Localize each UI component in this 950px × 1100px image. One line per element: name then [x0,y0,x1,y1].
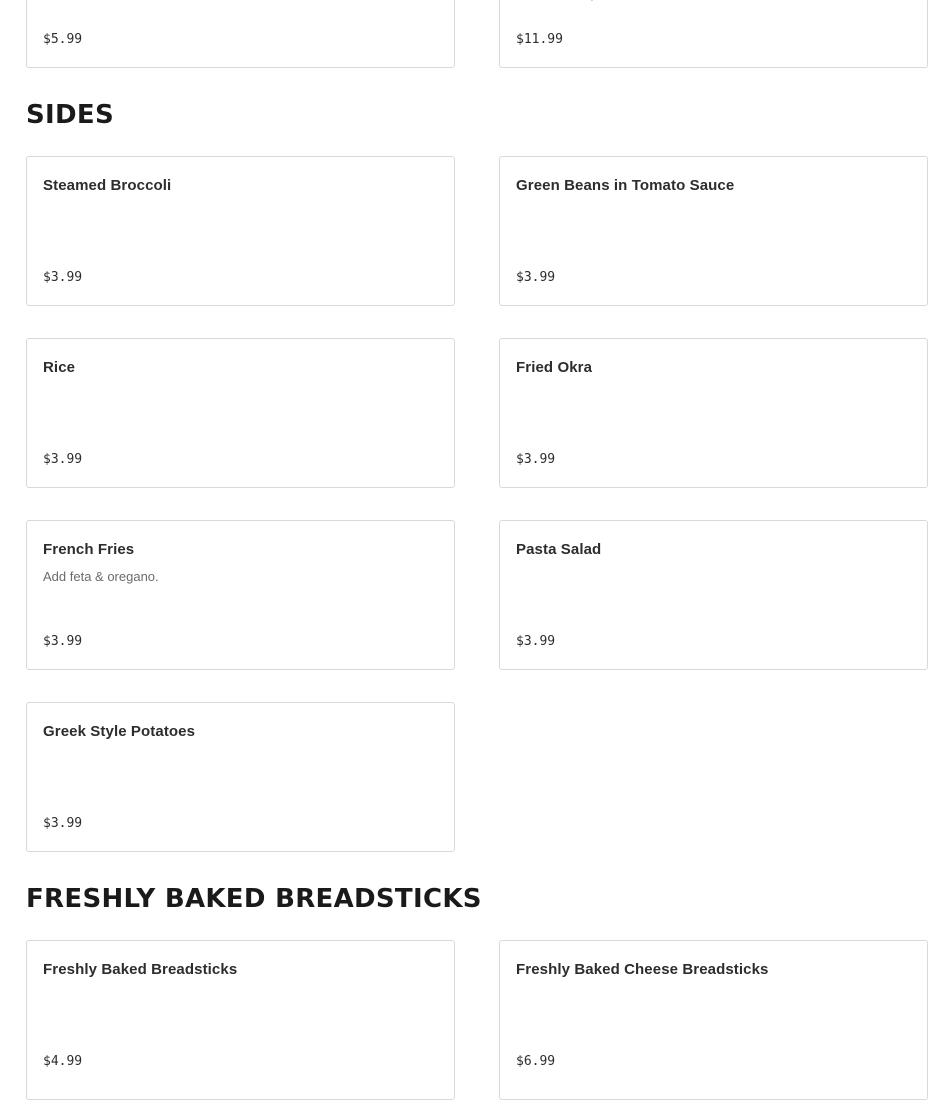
menu-item-name: Greek Style Potatoes [43,723,196,740]
menu-item-card[interactable] [26,338,455,488]
menu-item-card[interactable] [26,0,455,68]
menu-item-name: Green Beans in Tomato Sauce [516,177,735,194]
menu-item-price: $3.99 [43,452,83,467]
menu-item-name: Pasta Salad [516,541,602,558]
menu-item-price: $6.99 [516,1054,556,1069]
menu-item-name: French Fries [43,541,135,558]
menu-item-price: $3.99 [43,816,83,831]
menu-item-card[interactable] [499,338,928,488]
menu-item-card[interactable] [26,520,455,670]
menu-item-price: $5.99 [43,32,83,47]
menu-item-card[interactable] [26,156,455,306]
menu-item-name: Fried Okra [516,359,593,376]
menu-item-price: $3.99 [516,634,556,649]
menu-item-card[interactable] [499,940,928,1100]
menu-item-name: Rice [43,359,76,376]
menu-item-name: Freshly Baked Breadsticks [43,961,238,978]
menu-item-price: $4.99 [43,1054,83,1069]
section-title-breadsticks: FRESHLY BAKED BREADSTICKS [26,884,482,914]
menu-item-card[interactable] [26,940,455,1100]
menu-item-description [516,0,636,1]
menu-item-card[interactable] [26,702,455,852]
menu-item-name: Freshly Baked Cheese Breadsticks [516,961,769,978]
menu-item-price: $3.99 [516,270,556,285]
menu-item-card[interactable] [499,156,928,306]
menu-item-price: $3.99 [43,270,83,285]
menu-item-price: $3.99 [516,452,556,467]
menu-item-name: Steamed Broccoli [43,177,172,194]
menu-item-card[interactable] [499,520,928,670]
menu-item-price: $11.99 [516,32,563,47]
menu-item-price: $3.99 [43,634,83,649]
menu-item-card[interactable] [499,0,928,68]
menu-item-description: Add feta & oregano. [43,569,159,584]
section-title-sides: SIDES [26,100,114,130]
